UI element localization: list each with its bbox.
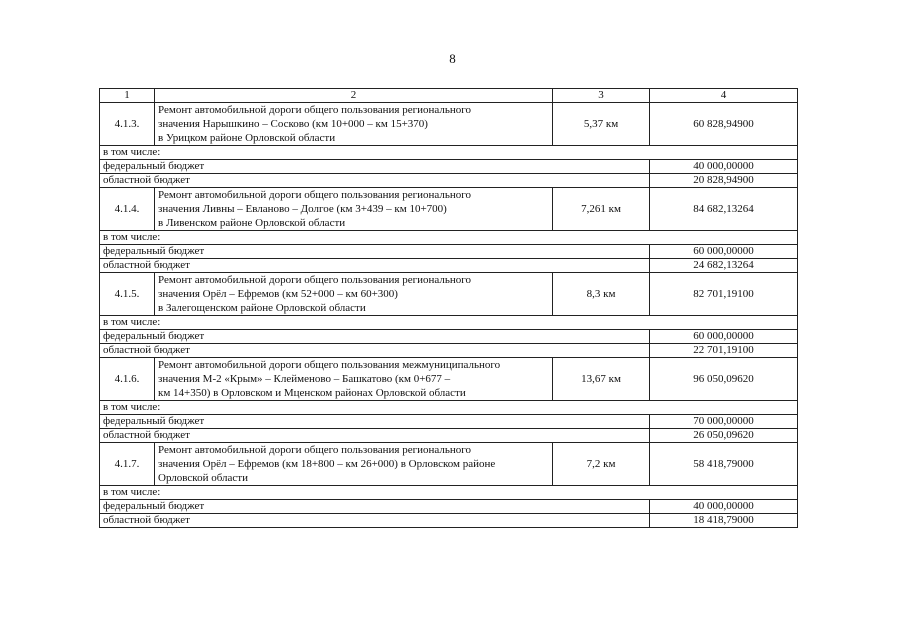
including-row	[100, 146, 798, 160]
table-row	[100, 188, 798, 231]
federal-amount: 70 000,00000	[650, 415, 798, 429]
description-line: в Залегощенском районе Орловской области	[158, 302, 366, 314]
regional-row	[100, 174, 798, 188]
federal-label: федеральный бюджет	[100, 415, 650, 429]
item-description	[155, 273, 553, 316]
header-col-1: 1	[100, 89, 155, 103]
description-line: значения Орёл – Ефремов (км 52+000 – км 60+300)	[158, 288, 398, 300]
item-amount: 96 050,09620	[650, 358, 798, 401]
item-number: 4.1.3.	[100, 103, 155, 146]
description-line: Ремонт автомобильной дороги общего пользования регионального	[158, 104, 471, 116]
including-label: в том числе:	[100, 401, 798, 415]
item-length: 7,261 км	[553, 188, 650, 231]
including-label: в том числе:	[100, 146, 798, 160]
description-line: Ремонт автомобильной дороги общего пользования регионального	[158, 274, 471, 286]
item-length: 13,67 км	[553, 358, 650, 401]
including-row	[100, 316, 798, 330]
including-row	[100, 486, 798, 500]
federal-row	[100, 160, 798, 174]
table-row	[100, 103, 798, 146]
table-row	[100, 358, 798, 401]
description-line: Ремонт автомобильной дороги общего пользования межмуниципального	[158, 359, 501, 371]
regional-amount: 22 701,19100	[650, 344, 798, 358]
regional-amount: 24 682,13264	[650, 259, 798, 273]
regional-row	[100, 259, 798, 273]
regional-label: областной бюджет	[100, 174, 650, 188]
federal-label: федеральный бюджет	[100, 160, 650, 174]
federal-amount: 60 000,00000	[650, 245, 798, 259]
regional-label: областной бюджет	[100, 429, 650, 443]
description-line: в Ливенском районе Орловской области	[158, 217, 346, 229]
header-row	[100, 89, 798, 103]
table-body	[100, 89, 798, 528]
item-description	[155, 103, 553, 146]
federal-row	[100, 330, 798, 344]
regional-label: областной бюджет	[100, 344, 650, 358]
header-col-2: 2	[155, 89, 553, 103]
federal-amount: 60 000,00000	[650, 330, 798, 344]
table-row	[100, 443, 798, 486]
item-length: 5,37 км	[553, 103, 650, 146]
regional-row	[100, 344, 798, 358]
header-col-4: 4	[650, 89, 798, 103]
description-line: Ремонт автомобильной дороги общего пользования регионального	[158, 444, 471, 456]
including-label: в том числе:	[100, 486, 798, 500]
regional-row	[100, 429, 798, 443]
federal-amount: 40 000,00000	[650, 160, 798, 174]
item-description	[155, 443, 553, 486]
including-label: в том числе:	[100, 316, 798, 330]
item-amount: 58 418,79000	[650, 443, 798, 486]
federal-label: федеральный бюджет	[100, 500, 650, 514]
description-line: Орловской области	[158, 472, 248, 484]
item-length: 8,3 км	[553, 273, 650, 316]
regional-amount: 20 828,94900	[650, 174, 798, 188]
description-line: Ремонт автомобильной дороги общего пользования регионального	[158, 189, 471, 201]
description-line: в Урицком районе Орловской области	[158, 132, 336, 144]
federal-label: федеральный бюджет	[100, 245, 650, 259]
federal-row	[100, 245, 798, 259]
federal-amount: 40 000,00000	[650, 500, 798, 514]
description-line: значения М-2 «Крым» – Клейменово – Башкатово (км 0+677 –	[158, 373, 451, 385]
item-number: 4.1.4.	[100, 188, 155, 231]
including-label: в том числе:	[100, 231, 798, 245]
item-length: 7,2 км	[553, 443, 650, 486]
item-amount: 60 828,94900	[650, 103, 798, 146]
federal-row	[100, 415, 798, 429]
description-line: значения Нарышкино – Сосково (км 10+000 – км 15+370)	[158, 118, 428, 130]
federal-row	[100, 500, 798, 514]
regional-label: областной бюджет	[100, 259, 650, 273]
item-amount: 84 682,13264	[650, 188, 798, 231]
regional-amount: 18 418,79000	[650, 514, 798, 528]
table-row	[100, 273, 798, 316]
regional-row	[100, 514, 798, 528]
item-number: 4.1.6.	[100, 358, 155, 401]
item-description	[155, 358, 553, 401]
description-line: км 14+350) в Орловском и Мценском районах Орловской области	[158, 387, 466, 399]
description-line: значения Орёл – Ефремов (км 18+800 – км 26+000) в Орловском районе	[158, 458, 496, 470]
header-col-3: 3	[553, 89, 650, 103]
including-row	[100, 231, 798, 245]
regional-label: областной бюджет	[100, 514, 650, 528]
item-description	[155, 188, 553, 231]
item-number: 4.1.5.	[100, 273, 155, 316]
page-number: 8	[449, 51, 456, 66]
federal-label: федеральный бюджет	[100, 330, 650, 344]
item-number: 4.1.7.	[100, 443, 155, 486]
item-amount: 82 701,19100	[650, 273, 798, 316]
description-line: значения Ливны – Евланово – Долгое (км 3+439 – км 10+700)	[158, 203, 447, 215]
road-repair-table	[99, 88, 798, 528]
including-row	[100, 401, 798, 415]
regional-amount: 26 050,09620	[650, 429, 798, 443]
